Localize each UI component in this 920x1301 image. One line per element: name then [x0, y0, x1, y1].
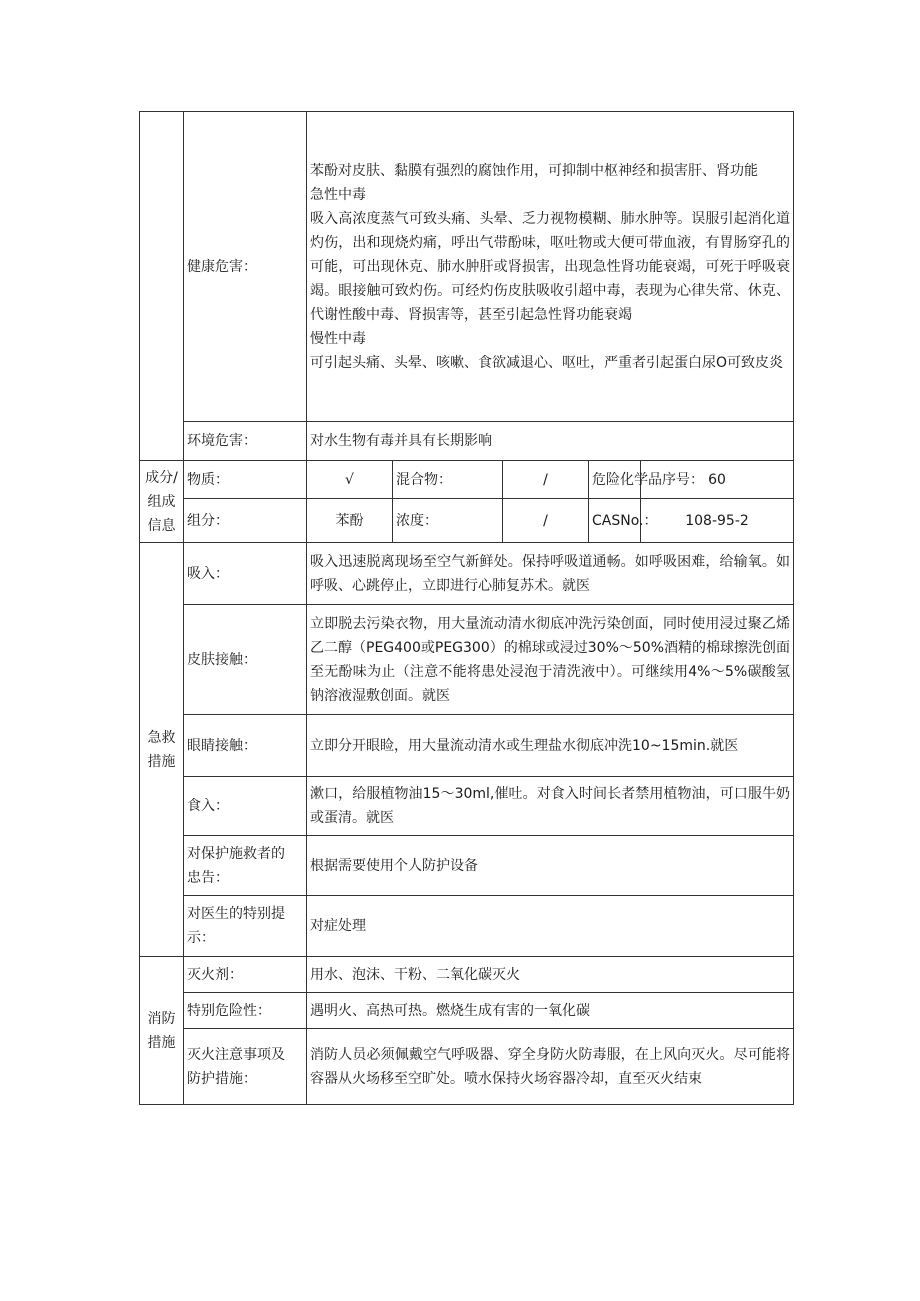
first-aid-label-inhalation: 吸入： — [184, 543, 307, 605]
fire-label-hazard: 特别危险性： — [184, 993, 307, 1029]
substance-value: √ — [307, 461, 393, 499]
component-value: 苯酚 — [307, 499, 393, 543]
fire-text-agent: 用水、泡沫、干粉、二氧化碳灭火 — [307, 957, 794, 993]
label-line: 防护措施： — [187, 1070, 257, 1087]
section-first-aid — [140, 543, 184, 957]
section-line: 急救 — [147, 729, 176, 746]
first-aid-text-inhalation: 吸入迅速脱离现场至空气新鲜处。保持呼吸道通畅。如呼吸困难，给输氧。如呼吸、心跳停止，立即进行心肺复苏术。就医 — [307, 543, 794, 605]
section-cell-blank — [140, 112, 184, 461]
cas-label: CASNo.： — [589, 499, 641, 543]
fire-text-precautions: 消防人员必须佩戴空气呼吸器、穿全身防火防毒服，在上风向灭火。尽可能将容器从火场移至空旷处。喷水保持火场容器冷却，直至灭火结束 — [307, 1029, 794, 1105]
first-aid-text-doctor: 对症处理 — [307, 896, 794, 957]
first-aid-label-eye: 眼睛接触： — [184, 715, 307, 777]
section-line: 消防 — [147, 1010, 176, 1027]
health-hazard-label: 健康危害： — [184, 112, 307, 422]
fire-text-hazard: 遇明火、高热可热。燃烧生成有害的一氧化碳 — [307, 993, 794, 1029]
label-line: 对保护施救者的 — [187, 845, 285, 862]
first-aid-text-rescuer: 根据需要使用个人防护设备 — [307, 836, 794, 896]
first-aid-label-doctor — [184, 896, 307, 957]
cas-value: 108-95-2 — [641, 499, 794, 543]
env-hazard-label: 环境危害： — [184, 422, 307, 461]
mixture-value: / — [503, 461, 589, 499]
first-aid-text-eye: 立即分开眼睑，用大量流动清水或生理盐水彻底冲洗10~15min.就医 — [307, 715, 794, 777]
label-line: 灭火注意事项及 — [187, 1046, 285, 1063]
section-line: 组成 — [147, 493, 176, 510]
section-line: 措施 — [147, 1034, 176, 1051]
first-aid-label-rescuer — [184, 836, 307, 896]
health-line: 可引起头痛、头晕、咳嗽、食欲减退心、呕吐，严重者引起蛋白尿O可致皮炎 — [310, 354, 784, 371]
concentration-label: 浓度： — [393, 499, 503, 543]
component-label: 组分： — [184, 499, 307, 543]
health-line: 吸入高浓度蒸气可致头痛、头晕、乏力视物模糊、肺水肿等。误服引起消化道灼伤，出和现烧灼痛，呼出气带酚味，呕吐物或大便可带血液，有胃肠穿孔的可能，可出现休克、肺水肿肝或肾损害，出现急性肾功能衰竭，可死于呼吸衰竭。眼接触可致灼伤。可经灼伤皮肤吸收引超中毒，表现为心律失常、休克、代谢性酸中毒、肾损害等，甚至引起急性肾功能衰竭 — [310, 210, 791, 323]
label-line: 忠告： — [187, 869, 229, 886]
health-line: 慢性中毒 — [310, 330, 366, 347]
fire-label-agent: 灭火剂： — [184, 957, 307, 993]
section-line: 成分/ — [145, 469, 178, 486]
fire-label-precautions — [184, 1029, 307, 1105]
section-firefighting — [140, 957, 184, 1105]
msds-table — [139, 111, 794, 1105]
first-aid-label-ingestion: 食入： — [184, 777, 307, 836]
section-line: 信息 — [147, 517, 176, 534]
health-line: 苯酚对皮肤、黏膜有强烈的腐蚀作用，可抑制中枢神经和损害肝、肾功能 — [310, 162, 758, 179]
hazard-no-label: 危险化学品序号： — [589, 461, 641, 499]
section-line: 措施 — [147, 753, 176, 770]
section-composition — [140, 461, 184, 543]
concentration-value: / — [503, 499, 589, 543]
first-aid-text-skin: 立即脱去污染衣物，用大量流动清水彻底冲洗污染创面，同时使用浸过聚乙烯乙二醇（PEG400或PEG300）的棉球或浸过30%～50%酒精的棉球擦洗创面至无酚味为止（注意不能将患处浸泡于清洗液中）。可继续用4%～5%碳酸氢钠溶液湿敷创面。就医 — [307, 605, 794, 715]
first-aid-text-ingestion: 漱口，给服植物油15～30ml,催吐。对食入时间长者禁用植物油，可口服牛奶或蛋清。就医 — [307, 777, 794, 836]
health-hazard-text — [307, 112, 794, 422]
label-line: 对医生的特别提 — [187, 906, 285, 922]
first-aid-label-skin: 皮肤接触： — [184, 605, 307, 715]
hazard-no-value: 60 — [641, 461, 794, 499]
substance-label: 物质： — [184, 461, 307, 499]
label-line: 示： — [187, 930, 215, 946]
mixture-label: 混合物： — [393, 461, 503, 499]
health-line: 急性中毒 — [310, 186, 366, 203]
env-hazard-text: 对水生物有毒并具有长期影响 — [307, 422, 794, 461]
